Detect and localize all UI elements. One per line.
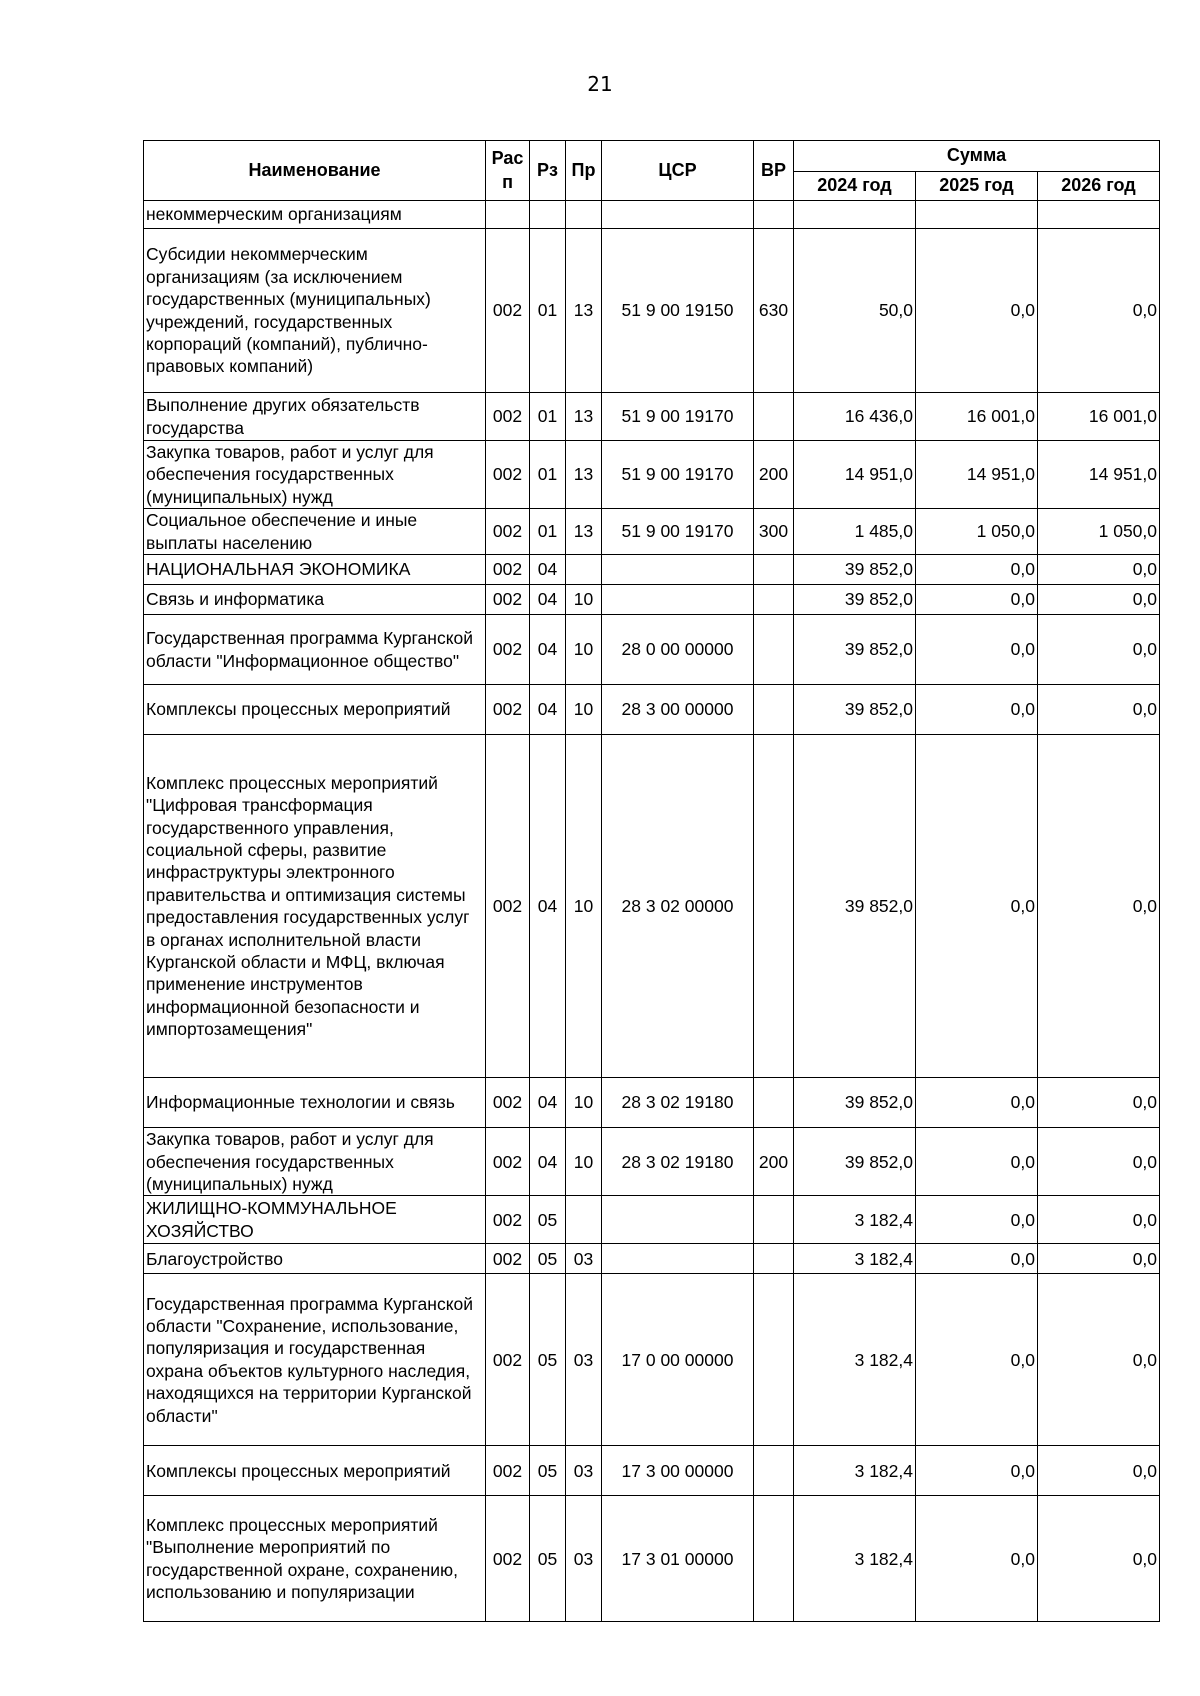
table-row — [144, 615, 1160, 685]
row-pr: 10 — [566, 685, 602, 735]
row-rz: 04 — [530, 1078, 566, 1128]
header-csr: ЦСР — [602, 141, 754, 201]
table-row — [144, 1274, 1160, 1446]
row-name: Комплекс процессных мероприятий "Выполнение мероприятий по государственной охране, сохранению, использованию и популяризации — [144, 1496, 486, 1622]
row-pr: 10 — [566, 1078, 602, 1128]
row-sum-2026: 0,0 — [1038, 615, 1160, 685]
row-name: Выполнение других обязательств государства — [144, 393, 486, 441]
row-sum-2026: 16 001,0 — [1038, 393, 1160, 441]
row-pr — [566, 555, 602, 585]
row-sum-2026: 0,0 — [1038, 1128, 1160, 1196]
header-pr: Пр — [566, 141, 602, 201]
header-year-2026: 2026 год — [1038, 172, 1160, 201]
row-pr — [566, 201, 602, 229]
budget-table — [143, 140, 1160, 1622]
row-rasp: 002 — [486, 585, 530, 615]
row-csr: 17 3 01 00000 — [602, 1496, 754, 1622]
row-vr — [754, 201, 794, 229]
row-rz: 04 — [530, 615, 566, 685]
table-row — [144, 685, 1160, 735]
header-year-2025: 2025 год — [916, 172, 1038, 201]
row-vr: 200 — [754, 1128, 794, 1196]
row-rasp — [486, 201, 530, 229]
row-vr — [754, 1244, 794, 1274]
row-rz — [530, 201, 566, 229]
row-sum-2026: 0,0 — [1038, 585, 1160, 615]
row-name: Комплексы процессных мероприятий — [144, 1446, 486, 1496]
header-name: Наименование — [144, 141, 486, 201]
row-sum-2024: 39 852,0 — [794, 1128, 916, 1196]
row-sum-2025: 0,0 — [916, 1496, 1038, 1622]
row-rz: 01 — [530, 393, 566, 441]
header-vr: ВР — [754, 141, 794, 201]
row-vr: 630 — [754, 229, 794, 393]
row-pr: 03 — [566, 1496, 602, 1622]
row-sum-2025: 0,0 — [916, 1244, 1038, 1274]
row-csr — [602, 201, 754, 229]
row-pr: 13 — [566, 441, 602, 509]
row-vr — [754, 615, 794, 685]
row-sum-2026: 0,0 — [1038, 1078, 1160, 1128]
row-name: Связь и информатика — [144, 585, 486, 615]
row-name: Закупка товаров, работ и услуг для обеспечения государственных (муниципальных) нужд — [144, 1128, 486, 1196]
table-row — [144, 509, 1160, 555]
row-rasp: 002 — [486, 685, 530, 735]
table-row — [144, 441, 1160, 509]
row-name: Благоустройство — [144, 1244, 486, 1274]
row-sum-2025: 16 001,0 — [916, 393, 1038, 441]
table-row — [144, 1496, 1160, 1622]
row-name: Комплекс процессных мероприятий "Цифровая трансформация государственного управления, социальной сферы, развитие инфраструктуры электронного правительства и оптимизация системы предоставления государственных услуг в органах исполнительной власти Курганской области и МФЦ, включая применение инструментов информационной безопасности и импортозамещения" — [144, 735, 486, 1078]
row-sum-2026: 0,0 — [1038, 1196, 1160, 1244]
row-csr: 51 9 00 19150 — [602, 229, 754, 393]
page-number: 21 — [587, 72, 613, 96]
row-vr: 300 — [754, 509, 794, 555]
row-rasp: 002 — [486, 555, 530, 585]
row-sum-2025: 0,0 — [916, 685, 1038, 735]
table-row — [144, 229, 1160, 393]
row-name: Закупка товаров, работ и услуг для обеспечения государственных (муниципальных) нужд — [144, 441, 486, 509]
row-rasp: 002 — [486, 229, 530, 393]
row-rasp: 002 — [486, 1496, 530, 1622]
row-pr: 10 — [566, 585, 602, 615]
row-csr: 28 3 02 19180 — [602, 1128, 754, 1196]
table-header — [144, 141, 1160, 201]
table-row — [144, 1078, 1160, 1128]
header-year-2024: 2024 год — [794, 172, 916, 201]
row-vr — [754, 1496, 794, 1622]
row-rz: 05 — [530, 1446, 566, 1496]
header-rz: Рз — [530, 141, 566, 201]
row-sum-2025: 0,0 — [916, 1446, 1038, 1496]
row-sum-2026: 0,0 — [1038, 229, 1160, 393]
row-pr: 03 — [566, 1244, 602, 1274]
row-rz: 04 — [530, 1128, 566, 1196]
row-csr — [602, 1196, 754, 1244]
row-sum-2026: 0,0 — [1038, 1446, 1160, 1496]
row-sum-2026: 0,0 — [1038, 1496, 1160, 1622]
row-pr: 13 — [566, 229, 602, 393]
row-csr: 28 3 02 19180 — [602, 1078, 754, 1128]
row-sum-2024: 3 182,4 — [794, 1274, 916, 1446]
row-csr: 51 9 00 19170 — [602, 441, 754, 509]
row-name: Социальное обеспечение и иные выплаты населению — [144, 509, 486, 555]
row-rz: 04 — [530, 735, 566, 1078]
row-pr: 10 — [566, 735, 602, 1078]
row-rasp: 002 — [486, 441, 530, 509]
row-csr: 28 3 00 00000 — [602, 685, 754, 735]
row-vr — [754, 393, 794, 441]
row-sum-2024 — [794, 201, 916, 229]
row-sum-2024: 3 182,4 — [794, 1196, 916, 1244]
row-pr: 10 — [566, 615, 602, 685]
row-vr — [754, 555, 794, 585]
row-vr — [754, 685, 794, 735]
row-csr — [602, 585, 754, 615]
row-sum-2025: 0,0 — [916, 1128, 1038, 1196]
row-sum-2026 — [1038, 201, 1160, 229]
row-sum-2025: 0,0 — [916, 585, 1038, 615]
row-rz: 05 — [530, 1244, 566, 1274]
row-sum-2026: 0,0 — [1038, 1244, 1160, 1274]
row-sum-2024: 3 182,4 — [794, 1496, 916, 1622]
row-pr: 03 — [566, 1446, 602, 1496]
row-csr: 28 0 00 00000 — [602, 615, 754, 685]
row-csr — [602, 1244, 754, 1274]
row-pr — [566, 1196, 602, 1244]
row-rasp: 002 — [486, 735, 530, 1078]
row-name: некоммерческим организациям — [144, 201, 486, 229]
table-row — [144, 1196, 1160, 1244]
row-name: Информационные технологии и связь — [144, 1078, 486, 1128]
row-csr: 28 3 02 00000 — [602, 735, 754, 1078]
row-vr — [754, 585, 794, 615]
table-row — [144, 1244, 1160, 1274]
table-row — [144, 393, 1160, 441]
row-rasp: 002 — [486, 393, 530, 441]
row-sum-2024: 39 852,0 — [794, 685, 916, 735]
row-sum-2024: 3 182,4 — [794, 1244, 916, 1274]
row-vr — [754, 1274, 794, 1446]
row-sum-2024: 39 852,0 — [794, 585, 916, 615]
row-sum-2026: 1 050,0 — [1038, 509, 1160, 555]
row-rasp: 002 — [486, 1446, 530, 1496]
table-row — [144, 1446, 1160, 1496]
table-row — [144, 1128, 1160, 1196]
row-vr: 200 — [754, 441, 794, 509]
row-sum-2025: 0,0 — [916, 555, 1038, 585]
row-rz: 04 — [530, 585, 566, 615]
row-vr — [754, 1078, 794, 1128]
row-rasp: 002 — [486, 615, 530, 685]
row-sum-2024: 39 852,0 — [794, 735, 916, 1078]
row-sum-2024: 1 485,0 — [794, 509, 916, 555]
row-csr: 17 0 00 00000 — [602, 1274, 754, 1446]
row-rz: 05 — [530, 1496, 566, 1622]
row-pr: 03 — [566, 1274, 602, 1446]
row-sum-2026: 0,0 — [1038, 685, 1160, 735]
row-rasp: 002 — [486, 1078, 530, 1128]
row-pr: 10 — [566, 1128, 602, 1196]
row-sum-2024: 3 182,4 — [794, 1446, 916, 1496]
row-vr — [754, 735, 794, 1078]
row-sum-2024: 39 852,0 — [794, 615, 916, 685]
table-row — [144, 201, 1160, 229]
row-csr — [602, 555, 754, 585]
header-sum: Сумма — [794, 141, 1160, 172]
row-name: Государственная программа Курганской области "Сохранение, использование, популяризация и государственная охрана объектов культурного наследия, находящихся на территории Курганской области" — [144, 1274, 486, 1446]
row-rasp: 002 — [486, 509, 530, 555]
row-rz: 04 — [530, 685, 566, 735]
row-sum-2024: 39 852,0 — [794, 1078, 916, 1128]
row-rz: 05 — [530, 1274, 566, 1446]
row-name: Субсидии некоммерческим организациям (за исключением государственных (муниципальных) учреждений, государственных корпораций (компаний), публично-правовых компаний) — [144, 229, 486, 393]
row-sum-2025 — [916, 201, 1038, 229]
row-rz: 05 — [530, 1196, 566, 1244]
row-name: ЖИЛИЩНО-КОММУНАЛЬНОЕ ХОЗЯЙСТВО — [144, 1196, 486, 1244]
row-sum-2025: 0,0 — [916, 615, 1038, 685]
row-pr: 13 — [566, 509, 602, 555]
row-rasp: 002 — [486, 1196, 530, 1244]
row-sum-2026: 0,0 — [1038, 555, 1160, 585]
row-rz: 01 — [530, 229, 566, 393]
row-rasp: 002 — [486, 1244, 530, 1274]
row-sum-2025: 0,0 — [916, 229, 1038, 393]
row-pr: 13 — [566, 393, 602, 441]
row-sum-2025: 0,0 — [916, 1274, 1038, 1446]
row-rasp: 002 — [486, 1274, 530, 1446]
row-sum-2026: 14 951,0 — [1038, 441, 1160, 509]
row-name: НАЦИОНАЛЬНАЯ ЭКОНОМИКА — [144, 555, 486, 585]
row-vr — [754, 1446, 794, 1496]
row-sum-2025: 0,0 — [916, 1196, 1038, 1244]
table-body — [144, 201, 1160, 1622]
row-rasp: 002 — [486, 1128, 530, 1196]
row-sum-2024: 16 436,0 — [794, 393, 916, 441]
row-rz: 01 — [530, 441, 566, 509]
header-rasp: Рас п — [486, 141, 530, 201]
row-rz: 04 — [530, 555, 566, 585]
row-sum-2024: 14 951,0 — [794, 441, 916, 509]
row-sum-2025: 0,0 — [916, 735, 1038, 1078]
row-sum-2025: 1 050,0 — [916, 509, 1038, 555]
row-rz: 01 — [530, 509, 566, 555]
table-row — [144, 735, 1160, 1078]
row-sum-2026: 0,0 — [1038, 1274, 1160, 1446]
row-csr: 51 9 00 19170 — [602, 393, 754, 441]
row-csr: 51 9 00 19170 — [602, 509, 754, 555]
row-sum-2026: 0,0 — [1038, 735, 1160, 1078]
table-row — [144, 555, 1160, 585]
row-sum-2025: 14 951,0 — [916, 441, 1038, 509]
table-row — [144, 585, 1160, 615]
row-sum-2025: 0,0 — [916, 1078, 1038, 1128]
row-sum-2024: 50,0 — [794, 229, 916, 393]
row-name: Государственная программа Курганской области "Информационное общество" — [144, 615, 486, 685]
row-name: Комплексы процессных мероприятий — [144, 685, 486, 735]
row-vr — [754, 1196, 794, 1244]
row-sum-2024: 39 852,0 — [794, 555, 916, 585]
row-csr: 17 3 00 00000 — [602, 1446, 754, 1496]
